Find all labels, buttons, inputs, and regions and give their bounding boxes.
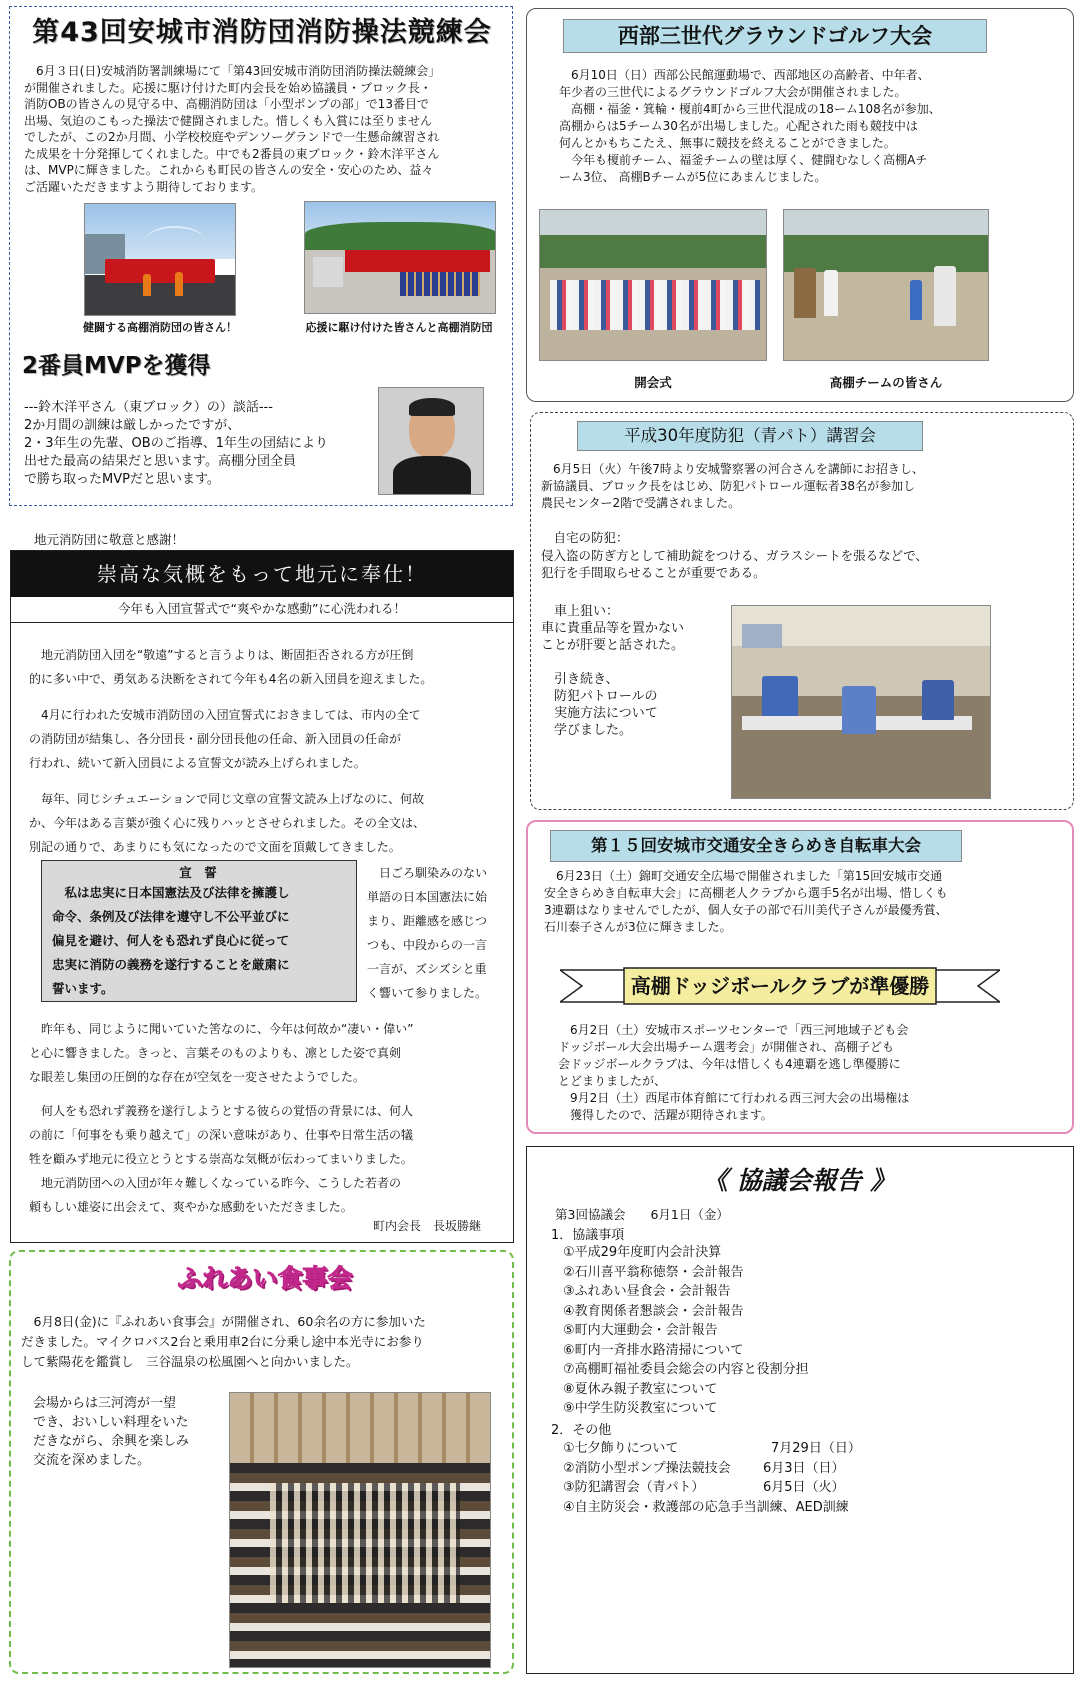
oath-banner: 崇高な気概をもって地元に奉仕！ [11, 551, 513, 597]
council-report-title: 《 協議会報告 》 [702, 1166, 896, 1195]
crime-prevention-body-2: 自宅の防犯： 侵入盗の防ぎ方として補助錠をつける、ガラスシートを張るなどで、 犯行を手間取らせることが重要である。 [541, 530, 928, 580]
section-ground-golf [526, 8, 1074, 402]
ground-golf-photo-2 [783, 209, 989, 361]
council-item: ①平成29年度町内会計決算 [563, 1245, 722, 1260]
fire-drill-body: 6月３日(日)安城消防署訓練場にて「第43回安城市消防団消防操法競練会」 が開催されました。応援に駆け付けた町内会長を始め協議員・ブロック長・ 消防OBの皆さんの見守る中、高棚消防団は「小型ポンプの部」で13番目で 出場、気迫のこもった操法で健闘されました。惜しくも入賞には至りません でしたが、この2か月間、小学校校庭やデンソーグランドで一生懸命練習され た成果を十分発揮してくれました。中でも2番員の東ブロック・鈴木洋平さん は、MVPに輝きました。これからも町民の皆さんの安全・安心のため、益々 ご活躍いただきますよう期待しております。 [24, 64, 441, 194]
traffic-safety-body: 6月23日（土）錦町交通安全広場で開催されました「第15回安城市交通 安全きらめき自転車大会」に高棚老人クラブから選手5名が出場、惜しくも 3連覇はなりませんでしたが、個人女子の部で石川美代子さんが最優秀賞、 石川泰子さんが3位に輝きました。 [544, 869, 948, 934]
council-report-heading: 第3回協議会 6月1日（金） [555, 1207, 729, 1222]
council-other-label: ③防犯講習会（青パト） [563, 1480, 705, 1495]
council-other-date: 6月5日（火） [763, 1480, 845, 1495]
mvp-portrait [378, 387, 484, 495]
council-item: ②石川喜平翁称徳祭・会計報告 [563, 1264, 744, 1280]
fire-drill-photo-2 [304, 201, 496, 314]
section-council-report [526, 1146, 1074, 1674]
oath-section-caption: 地元消防団に敬意と感謝！ [34, 532, 185, 547]
council-other-item [563, 1459, 1063, 1479]
lunch-gathering-title: ふれあい食事会 [177, 1264, 353, 1293]
ground-golf-photo-1 [539, 209, 767, 361]
mvp-heading: 2番員MVPを獲得 [22, 353, 211, 379]
council-item: ③ふれあい昼食会・会計報告 [563, 1284, 731, 1299]
mvp-talk: ---鈴木洋平さん（東ブロック）の）談話--- 2か月間の訓練は厳しかったですが、 2・3年生の先輩、OBのご指導、1年生の団結により 出せた最高の結果だと思います。高棚分団全員 で勝ち取ったMVPだと思います。 [24, 400, 328, 487]
oath-para-6: 地元消防団への入団が年々難しくなっている昨今、こうした若者の 頼もしい雄姿に出会えて、爽やかな感動をいただきました。 [29, 1176, 402, 1214]
dodgeball-body: 6月2日（土）安城市スポーツセンターで「西三河地域子ども会 ドッジボール大会出場チーム選考会」が開催され、高棚子ども 会ドッジボールクラブは、今年は惜しくも4連覇を逃し準優勝に とどまりましたが、 9月2日（土）西尾市体育館にて行われる西三河大会の出場権は 獲得したので、活躍が期待されます。 [558, 1023, 910, 1122]
section-oath [10, 550, 514, 1243]
oath-para-4: 昨年も、同じように聞いていた筈なのに、今年は何故か“凄い・偉い” と心に響きました。きっと、言葉そのものよりも、凛とした姿で真剣 な眼差し集団の圧倒的な存在が空気を一変させたようでした。 [29, 1022, 414, 1084]
council-items-2 [563, 1439, 1063, 1517]
council-item: ⑤町内大運動会・会計報告 [563, 1323, 718, 1338]
lunch-gathering-body-2: 会場からは三河湾が一望 でき、おいしい料理をいた だきながら、余興を楽しみ 交流を深めました。 [33, 1396, 190, 1468]
lunch-gathering-photo [229, 1392, 491, 1668]
council-section-2: 2．その他 [551, 1423, 612, 1438]
fire-drill-title: 第43回安城市消防団消防操法競練会 [32, 17, 492, 48]
council-item: ⑦高棚町福祉委員会総会の内容と役割分担 [563, 1362, 809, 1377]
section-lunch-gathering [9, 1250, 514, 1674]
council-other-item: ④自主防災会・救護部の応急手当訓練、AED訓練 [563, 1499, 849, 1515]
fire-drill-caption-2: 応援に駆け付けた皆さんと高棚消防団 [305, 321, 493, 334]
council-item: ④教育関係者懇談会・会計報告 [563, 1303, 744, 1319]
council-items-1 [563, 1243, 1063, 1419]
ground-golf-caption-2: 高棚チームの皆さん [829, 375, 943, 390]
crime-prevention-photo [731, 605, 991, 799]
oath-side-text: 日ごろ馴染みのない 単語の日本国憲法に始 まり、距離感を感じつ つも、中段からの一言 一言が、ズシズシと重 く響いて参りました。 [367, 866, 488, 1000]
section-crime-prevention [530, 412, 1074, 810]
oath-box-text: 私は忠実に日本国憲法及び法律を擁護し 命令、条例及び法律を遵守し不公平並びに 偏見を避け、何人をも恐れず良心に従って 忠実に消防の義務を遂行することを厳粛に 誓います。 [52, 885, 290, 996]
council-other-item [563, 1439, 1063, 1459]
lunch-gathering-body: 6月8日(金)に『ふれあい食事会』が開催され、60余名の方に参加いた だきました。マイクロバス2台と乗用車2台に分乗し途中本光寺にお参り して紫陽花を鑑賞し 三谷温泉の松風園へと向かいました。 [21, 1314, 426, 1369]
section-traffic-safety [526, 820, 1074, 1134]
council-other-date: 7月29日（日） [771, 1441, 861, 1456]
crime-prevention-body-1: 6月5日（火）午後7時より安城警察署の河合さんを講師にお招きし、 新協議員、ブロック長をはじめ、防犯パトロール運転者38名が参加し 農民センター2階で受講されました。 [541, 462, 924, 510]
oath-subtitle: 今年も入団宣誓式で“爽やかな感動”に心洗われる！ [11, 597, 513, 623]
council-item: ⑧夏休み親子教室について [563, 1381, 718, 1397]
ground-golf-title: 西部三世代グラウンドゴルフ大会 [563, 19, 987, 53]
oath-box-title: 宣 誓 [179, 865, 217, 880]
dodgeball-ribbon-text: 高棚ドッジボールクラブが準優勝 [630, 974, 930, 998]
ground-golf-body: 6月10日（日）西部公民館運動場で、西部地区の高齢者、中年者、 年少者の三世代によるグラウンドゴルフ大会が開催されました。 高棚・福釜・箕輪・榎前4町から三世代混成の18ーム108名が参加、 高棚からは5チーム30名が出場しました。心配された雨も競技中は 何んとかもちこたえ、無事に競技を終えることができました。 今年も榎前チーム、福釜チームの壁は厚く、健闘むなしく高棚Aチ ーム3位、 高棚Bチームが5位にあまんじました。 [559, 68, 941, 184]
ground-golf-caption-1: 開会式 [634, 375, 672, 390]
council-section-1: 1．協議事項 [551, 1228, 625, 1243]
crime-prevention-body-3: 車上狙い： 車に貴重品等を置かない ことが肝要と話された。 引き続き、 防犯パトロールの 実施方法について 学びました。 [541, 604, 685, 738]
dodgeball-ribbon [560, 966, 1000, 1006]
section-fire-drill [9, 6, 513, 506]
council-item: ⑨中学生防災教室について [563, 1401, 718, 1416]
oath-signature: 町内会長 長坂勝継 [372, 1219, 481, 1233]
council-other-label: ②消防小型ポンプ操法競技会 [563, 1460, 731, 1476]
oath-para-5: 何人をも恐れず義務を遂行しようとする彼らの覚悟の背景には、何人 の前に「何事をも乗り越えて」の深い意味があり、仕事や日常生活の犠 牲を顧みず地元に役立とうとする崇高な気概が伝わってまいりました。 [29, 1104, 414, 1166]
crime-prevention-title: 平成30年度防犯（青パト）講習会 [577, 421, 923, 451]
oath-box [41, 860, 357, 1002]
oath-para-1: 地元消防団入団を“敬遠”すると言うよりは、断固拒否される方が圧倒 的に多い中で、勇気ある決断をされて今年も4名の新入団員を迎えました。 [29, 648, 433, 686]
council-other-item [563, 1478, 1063, 1498]
fire-drill-photo-1 [84, 203, 236, 316]
oath-para-3: 毎年、同じシチュエーションで同じ文章の宣誓文読み上げなのに、何故 か、今年はある言葉が強く心に残りハッとさせられました。その全文は、 別記の通りで、あまりにも気になったので文面を頂戴してきました。 [29, 792, 426, 854]
council-other-date: 6月3日（日） [763, 1460, 845, 1476]
traffic-safety-title: 第１５回安城市交通安全きらめき自転車大会 [550, 830, 962, 862]
council-item: ⑥町内一斉排水路清掃について [563, 1342, 744, 1358]
oath-para-2: 4月に行われた安城市消防団の入団宣誓式におきましては、市内の全て の消防団が結集し、各分団長・副分団長他の任命、新入団員の任命が 行われ、続いて新入団員による宣誓文が読み上げられました。 [29, 708, 421, 770]
council-other-label: ①七夕飾りについて [563, 1441, 679, 1456]
fire-drill-caption-1: 健闘する高棚消防団の皆さん！ [83, 321, 237, 334]
